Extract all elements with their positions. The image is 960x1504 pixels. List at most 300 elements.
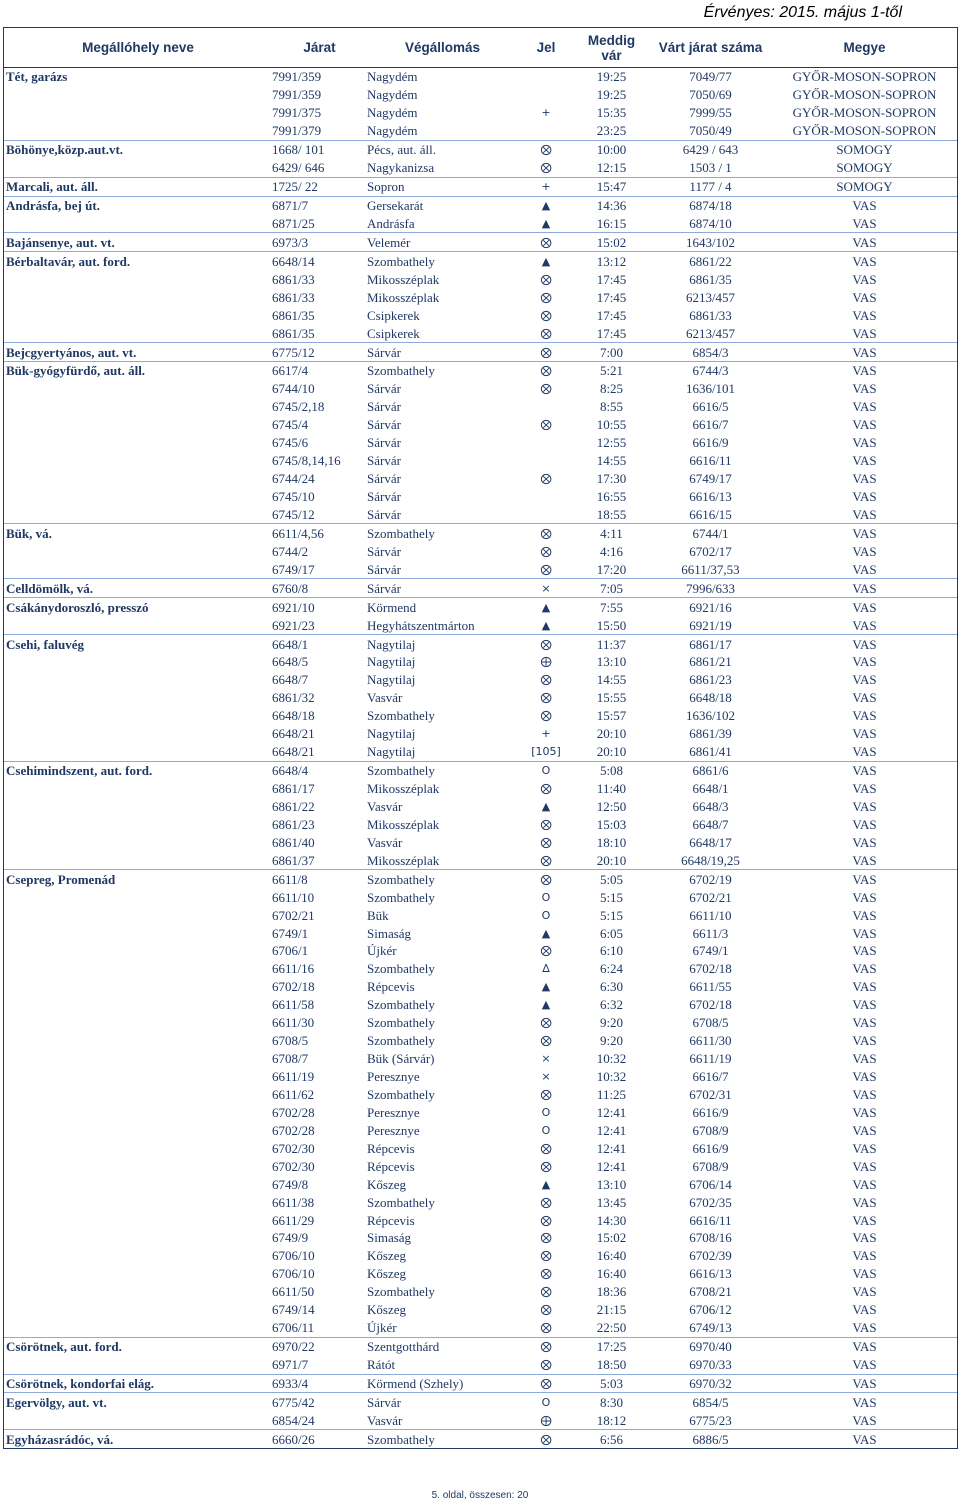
table-row [4,1103,957,1121]
stop-name-cell [4,960,272,978]
vart-jarat-cell: 6648/1 [692,781,729,797]
megye-cell: VAS [852,1140,877,1156]
table-row [4,743,957,761]
vegallomas-cell: Szombathely [367,524,518,542]
jel-cell: ⨂ [540,1141,552,1155]
vegallomas-cell: Sárvár [367,381,401,397]
meddig-cell: 12:41 [596,1140,627,1156]
table-row [4,1139,957,1157]
vart-jarat-cell: 6861/6 [649,761,772,779]
jel-cell: ⨂ [540,709,552,723]
table-row [4,362,957,380]
meddig-cell: 7:55 [574,598,649,616]
stop-name-cell [4,398,272,416]
connection-table [4,28,957,1448]
vegallomas-cell: Sárvár [367,579,518,598]
col-jarat: Járat [272,28,367,68]
jel-cell: ⨂ [540,817,552,831]
jarat-cell: 6702/28 [272,1104,315,1120]
jel-cell: ▲ [541,1177,551,1191]
jarat-cell: 6749/1 [272,925,309,941]
jel-cell: ⨂ [540,326,552,340]
vegallomas-cell: Nagykanizsa [367,160,435,176]
vegallomas-cell: Szombathely [367,1015,435,1031]
jarat-cell: 1725/ 22 [272,177,367,196]
jel-cell: ⨂ [540,944,552,958]
vegallomas-cell: Szombathely [367,1194,435,1210]
jarat-cell: 1668/ 101 [272,140,367,158]
megye-cell: VAS [852,1357,877,1373]
vegallomas-cell: Gersekarát [367,196,518,214]
table-row [4,1356,957,1374]
jarat-cell: 6708/7 [272,1051,309,1067]
stop-name-cell [4,452,272,470]
vegallomas-cell: Nagydém [367,69,418,85]
jarat-cell: 6749/17 [272,561,315,577]
megye-cell: VAS [772,870,957,888]
meddig-cell: 17:45 [596,289,627,305]
table-row [4,960,957,978]
megye-cell: VAS [772,598,957,616]
megye-cell: VAS [852,1033,877,1049]
col-vart-jarat: Várt járat száma [649,28,772,68]
stop-name-cell [4,707,272,725]
vart-jarat-cell: 6213/457 [685,289,736,305]
jarat-cell: 6611/38 [272,1194,315,1210]
megye-cell: VAS [852,781,877,797]
table-row [4,122,957,140]
vart-jarat-cell: 7999/55 [689,105,732,121]
jarat-cell: 6611/50 [272,1284,315,1300]
vegallomas-cell: Sárvár [367,343,518,362]
stop-name-cell [4,506,272,524]
stop-name-cell [4,470,272,488]
stop-name-cell [4,122,272,140]
megye-cell: VAS [772,1393,957,1411]
vegallomas-cell: Nagytilaj [367,726,416,742]
meddig-cell: 20:10 [596,726,627,742]
megye-cell: VAS [852,654,877,670]
megye-cell: VAS [772,524,957,542]
vegallomas-cell: Répcevis [367,1212,415,1228]
vart-jarat-cell: 6921/16 [649,598,772,616]
vegallomas-cell: Sárvár [367,1393,518,1411]
meddig-cell: 5:15 [599,889,624,905]
meddig-cell: 14:55 [596,672,627,688]
jarat-cell: 6775/12 [272,343,367,362]
vegallomas-cell: Körmend [367,598,518,616]
jel-cell: ⨂ [518,524,574,542]
jel-cell: × [518,579,574,598]
jarat-cell: 6702/18 [272,979,315,995]
vegallomas-cell: Nagydém [367,123,418,139]
jel-cell: ▲ [518,598,574,616]
meddig-cell: 12:41 [596,1104,627,1120]
stop-name-cell: Csörötnek, aut. ford. [4,1337,272,1355]
jel-cell: ⨂ [540,691,552,705]
vart-jarat-cell: 6970/40 [649,1337,772,1355]
meddig-cell: 15:02 [596,1230,627,1246]
meddig-cell: 17:20 [596,561,627,577]
jarat-cell: 6921/23 [272,617,315,633]
table-row [4,996,957,1014]
vart-jarat-cell: 6744/3 [649,362,772,380]
vegallomas-cell: Szombathely [367,362,518,380]
megye-cell: GYŐR-MOSON-SOPRON [792,123,937,139]
megye-cell: VAS [852,417,877,433]
jarat-cell: 6611/29 [272,1212,315,1228]
table-row [4,1157,957,1175]
vart-jarat-cell: 6861/41 [689,744,732,760]
megye-cell: VAS [852,816,877,832]
megye-cell: VAS [852,561,877,577]
megye-cell: VAS [772,1430,957,1448]
vart-jarat-cell: 6429 / 643 [649,140,772,158]
stop-name-cell [4,1265,272,1283]
vegallomas-cell: Répcevis [367,979,415,995]
stop-name-cell [4,288,272,306]
meddig-cell: 6:05 [599,925,624,941]
stop-name-cell: Csehi, faluvég [4,635,272,653]
table-row [4,416,957,434]
meddig-cell: 10:32 [596,1051,627,1067]
jarat-cell: 6702/28 [272,1122,315,1138]
stop-name-cell: Bérbaltavár, aut. ford. [4,252,272,270]
stop-name-cell [4,978,272,996]
table-row [4,1393,957,1411]
vegallomas-cell: Andrásfa [367,215,415,231]
vart-jarat-cell: 1503 / 1 [689,160,732,176]
megye-cell: VAS [852,672,877,688]
megye-cell: VAS [852,1015,877,1031]
megye-cell: VAS [852,943,877,959]
table-row [4,434,957,452]
meddig-cell: 17:45 [596,271,627,287]
jarat-cell: 6861/33 [272,271,315,287]
vegallomas-cell: Mikosszéplak [367,271,440,287]
megye-cell: VAS [852,1069,877,1085]
table-row [4,1175,957,1193]
meddig-cell: 8:55 [599,399,624,415]
jarat-cell: 6744/10 [272,381,315,397]
jel-cell: × [541,1052,551,1066]
meddig-cell: 6:30 [599,979,624,995]
megye-cell: VAS [852,506,877,522]
vart-jarat-cell: 6706/12 [689,1302,732,1318]
meddig-cell: 11:25 [596,1086,627,1102]
table-row [4,653,957,671]
jel-cell [518,398,574,416]
megye-cell: VAS [852,289,877,305]
jarat-cell: 6871/7 [272,196,367,214]
stop-name-cell: Marcali, aut. áll. [4,177,272,196]
meddig-cell: 5:21 [574,362,649,380]
megye-cell: VAS [852,1104,877,1120]
table-row [4,851,957,869]
vegallomas-cell: Szombathely [367,961,435,977]
meddig-cell: 18:50 [596,1357,627,1373]
vegallomas-cell: Kőszeg [367,1266,406,1282]
stop-name-cell [4,1229,272,1247]
meddig-cell: 6:10 [599,943,624,959]
table-row [4,1121,957,1139]
vart-jarat-cell: 6611/30 [689,1033,732,1049]
meddig-cell: 18:10 [596,834,627,850]
jarat-cell: 6611/4,56 [272,524,367,542]
vart-jarat-cell: 6861/17 [649,635,772,653]
vegallomas-cell: Körmend (Szhely) [367,1374,518,1393]
jarat-cell: 6744/24 [272,471,315,487]
jarat-cell: 6702/30 [272,1158,315,1174]
table-row [4,761,957,779]
megye-cell: VAS [852,325,877,341]
jel-cell: ▲ [541,926,551,940]
vart-jarat-cell: 7050/49 [689,123,732,139]
jel-cell: ⨂ [540,1321,552,1335]
jel-cell: + [541,106,551,120]
vegallomas-cell: Szombathely [367,252,518,270]
megye-cell: VAS [852,1284,877,1300]
jarat-cell: 6861/22 [272,798,315,814]
table-row [4,86,957,104]
jarat-cell: 6611/30 [272,1015,315,1031]
vegallomas-cell: Bük [367,907,389,923]
vart-jarat-cell: 6611/37,53 [681,561,740,577]
meddig-cell: 17:30 [596,471,627,487]
table-row [4,978,957,996]
table-row [4,1430,957,1448]
vegallomas-cell: Nagytilaj [367,654,416,670]
jarat-cell: 6745/8,14,16 [272,453,341,469]
table-row [4,888,957,906]
vart-jarat-cell: 6744/1 [649,524,772,542]
jel-cell: ⨂ [540,1159,552,1173]
vart-jarat-cell: 6648/19,25 [681,852,740,868]
stop-name-cell [4,104,272,122]
jarat-cell: 6861/37 [272,852,315,868]
jarat-cell: 6648/21 [272,744,315,760]
megye-cell: VAS [852,1302,877,1318]
vart-jarat-cell: 6854/5 [649,1393,772,1411]
vegallomas-cell: Vasvár [367,690,403,706]
vart-jarat-cell: 6854/3 [649,343,772,362]
vegallomas-cell: Sárvár [367,453,401,469]
meddig-cell: 13:10 [596,1176,627,1192]
table-body [4,68,957,1449]
vegallomas-cell: Sárvár [367,399,401,415]
meddig-cell: 10:55 [596,417,627,433]
megye-cell: VAS [772,579,957,598]
table-row [4,1337,957,1355]
vegallomas-cell: Nagytilaj [367,744,416,760]
jarat-cell: 6861/23 [272,816,315,832]
vegallomas-cell: Szombathely [367,1430,518,1448]
jarat-cell: 6933/4 [272,1374,367,1393]
vart-jarat-cell: 6702/18 [689,997,732,1013]
jel-cell: ⨂ [518,1374,574,1393]
megye-cell: VAS [852,979,877,995]
vart-jarat-cell: 6874/18 [649,196,772,214]
megye-cell: VAS [852,1051,877,1067]
vegallomas-cell: Mikosszéplak [367,852,440,868]
jarat-cell: 6973/3 [272,233,367,252]
vegallomas-cell: Szombathely [367,708,435,724]
jarat-cell: 6854/24 [272,1412,315,1428]
megye-cell: VAS [852,907,877,923]
stop-name-cell [4,306,272,324]
jel-cell: [105] [531,745,561,759]
jel-cell: ▲ [518,252,574,270]
meddig-cell: 20:10 [596,744,627,760]
vart-jarat-cell: 6749/1 [692,943,729,959]
megye-cell: GYŐR-MOSON-SOPRON [792,69,937,85]
vart-jarat-cell: 6970/32 [649,1374,772,1393]
vart-jarat-cell: 1643/102 [649,233,772,252]
vart-jarat-cell: 6648/3 [692,798,729,814]
meddig-cell: 12:41 [596,1158,627,1174]
table-row [4,560,957,578]
vart-jarat-cell: 6648/7 [692,816,729,832]
stop-name-cell: Bejcgyertyános, aut. vt. [4,343,272,362]
meddig-cell: 15:03 [596,816,627,832]
meddig-cell: 5:08 [574,761,649,779]
meddig-cell: 21:15 [596,1302,627,1318]
jarat-cell: 6871/25 [272,215,315,231]
stop-name-cell: Bük, vá. [4,524,272,542]
table-row [4,798,957,816]
table-row [4,616,957,634]
vart-jarat-cell: 6861/35 [689,271,732,287]
stop-name-cell [4,159,272,177]
timetable [3,27,958,1449]
stop-name-cell [4,1050,272,1068]
table-row [4,542,957,560]
vegallomas-cell: Répcevis [367,1140,415,1156]
table-row [4,1319,957,1337]
stop-name-cell [4,833,272,851]
meddig-cell: 11:40 [596,781,627,797]
jarat-cell: 6611/62 [272,1086,315,1102]
jarat-cell: 6611/19 [272,1069,315,1085]
vegallomas-cell: Simaság [367,1230,412,1246]
valid-from-label: Érvényes: 2015. május 1-től [703,4,902,21]
table-row [4,689,957,707]
vegallomas-cell: Sárvár [367,435,401,451]
jarat-cell: 6861/32 [272,690,315,706]
meddig-cell: 15:55 [596,690,627,706]
jarat-cell: 6745/12 [272,506,315,522]
stop-name-cell [4,924,272,942]
stop-name-cell [4,906,272,924]
megye-cell: VAS [852,798,877,814]
megye-cell: VAS [772,1374,957,1393]
jel-cell: ⨂ [518,233,574,252]
jarat-cell: 6760/8 [272,579,367,598]
jel-cell: ⨂ [540,544,552,558]
megye-cell: SOMOGY [836,160,893,176]
jel-cell: × [541,1070,551,1084]
jel-cell: ⨂ [540,418,552,432]
stop-name-cell [4,780,272,798]
vart-jarat-cell: 6708/21 [689,1284,732,1300]
meddig-cell: 7:05 [574,579,649,598]
jarat-cell: 6861/17 [272,781,315,797]
meddig-cell: 18:12 [596,1412,627,1428]
jarat-cell: 6861/40 [272,834,315,850]
table-row [4,707,957,725]
vegallomas-cell: Sárvár [367,543,401,559]
vegallomas-cell: Mikosszéplak [367,781,440,797]
vart-jarat-cell: 6611/3 [692,925,729,941]
vegallomas-cell: Vasvár [367,1412,403,1428]
megye-cell: VAS [772,635,957,653]
vegallomas-cell: Peresznye [367,1104,420,1120]
jel-cell: ⨁ [540,1413,552,1427]
vart-jarat-cell: 6702/35 [689,1194,732,1210]
meddig-cell: 9:20 [599,1015,624,1031]
table-row [4,1411,957,1429]
jel-cell: ⨂ [518,1337,574,1355]
stop-name-cell [4,653,272,671]
megye-cell: VAS [852,1122,877,1138]
stop-name-cell [4,1193,272,1211]
vart-jarat-cell: 6702/19 [649,870,772,888]
megye-cell: VAS [772,1337,957,1355]
meddig-cell: 17:45 [596,307,627,323]
jel-cell: ▲ [541,618,551,632]
stop-name-cell [4,324,272,342]
megye-cell: VAS [852,1176,877,1192]
meddig-cell: 8:30 [574,1393,649,1411]
jel-cell [518,434,574,452]
vegallomas-cell: Szombathely [367,1086,435,1102]
page-footer: 5. oldal, összesen: 20 [431,1490,529,1501]
stop-name-cell [4,1121,272,1139]
megye-cell: VAS [852,1212,877,1228]
jarat-cell: 6429/ 646 [272,160,325,176]
megye-cell: VAS [852,215,877,231]
jel-cell: ⨂ [518,1430,574,1448]
stop-name-cell [4,1319,272,1337]
jel-cell: ⨂ [540,308,552,322]
table-row [4,635,957,653]
vart-jarat-cell: 7049/77 [689,69,732,85]
jarat-cell: 6775/42 [272,1393,367,1411]
vart-jarat-cell: 6648/18 [689,690,732,706]
stop-name-cell [4,488,272,506]
meddig-cell: 7:00 [574,343,649,362]
table-row [4,306,957,324]
table-row [4,68,957,86]
stop-name-cell: Csepreg, Promenád [4,870,272,888]
meddig-cell: 17:25 [574,1337,649,1355]
jel-cell [518,488,574,506]
jarat-cell: 6648/5 [272,654,309,670]
vegallomas-cell: Mikosszéplak [367,816,440,832]
stop-name-cell [4,1086,272,1104]
megye-cell: VAS [852,708,877,724]
stop-name-cell: Böhönye,közp.aut.vt. [4,140,272,158]
table-row [4,780,957,798]
vegallomas-cell: Szombathely [367,997,435,1013]
vart-jarat-cell: 6616/7 [692,417,729,433]
stop-name-cell [4,671,272,689]
jel-cell: ⨂ [540,835,552,849]
vart-jarat-cell: 6616/13 [689,489,732,505]
table-row [4,380,957,398]
table-row [4,1283,957,1301]
stop-name-cell [4,1032,272,1050]
